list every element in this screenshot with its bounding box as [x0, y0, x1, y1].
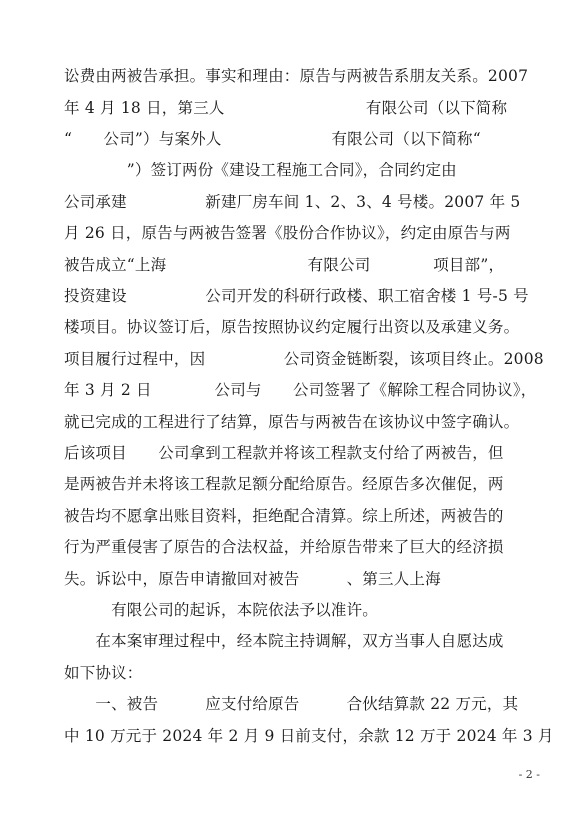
- text-line: 在本案审理过程中，经本院主持调解，双方当事人自愿达成: [64, 632, 504, 650]
- text-line: 公司承建 新建厂房车间 1、2、3、4 号楼。2007 年 5: [64, 193, 521, 211]
- text-line: 中 10 万元于 2024 年 2 月 9 日前支付，余款 12 万于 2024 年 3 月: [64, 727, 554, 745]
- text-line: 讼费由两被告承担。事实和理由：原告与两被告系朋友关系。2007: [64, 67, 529, 85]
- text-line: 被告成立“上海 有限公司 项目部”，: [64, 256, 505, 274]
- text-line: ”）签订两份《建设工程施工合同》，合同约定由: [64, 161, 457, 179]
- text-line: 是两被告并未将该工程款足额分配给原告。经原告多次催促，两: [64, 475, 504, 493]
- text-line: 楼项目。协议签订后，原告按照协议约定履行出资以及承建义务。: [64, 318, 520, 336]
- text-line: “ 公司”）与案外人 有限公司（以下简称“: [64, 130, 481, 148]
- text-line: 项目履行过程中，因 公司资金链断裂，该项目终止。2008: [64, 350, 544, 368]
- text-line: 就已完成的工程进行了结算，原告与两被告在该协议中签字确认。: [64, 413, 520, 431]
- text-line: 年 3 月 2 日 公司与 公司签署了《解除工程合同协议》，: [64, 381, 537, 399]
- text-line: 有限公司的起诉，本院依法予以准许。: [64, 601, 379, 619]
- text-line: 年 4 月 18 日，第三人 有限公司（以下简称: [64, 99, 508, 117]
- text-line: 如下协议：: [64, 664, 143, 682]
- page-number: - 2 -: [518, 768, 540, 781]
- text-line: 月 26 日，原告与两被告签署《股份合作协议》，约定由原告与两: [64, 224, 511, 242]
- text-line: 后该项目 公司拿到工程款并将该工程款支付给了两被告，但: [64, 444, 504, 462]
- text-line: 行为严重侵害了原告的合法权益，并给原告带来了巨大的经济损: [64, 538, 504, 556]
- text-line: 失。诉讼中，原告申请撤回对被告 、第三人上海: [64, 570, 441, 588]
- text-line: 被告均不愿拿出账目资料，拒绝配合清算。综上所述，两被告的: [64, 507, 504, 525]
- text-line: 一、被告 应支付给原告 合伙结算款 22 万元，其: [64, 695, 519, 713]
- text-line: 投资建设 公司开发的科研行政楼、职工宿舍楼 1 号-5 号: [64, 287, 529, 305]
